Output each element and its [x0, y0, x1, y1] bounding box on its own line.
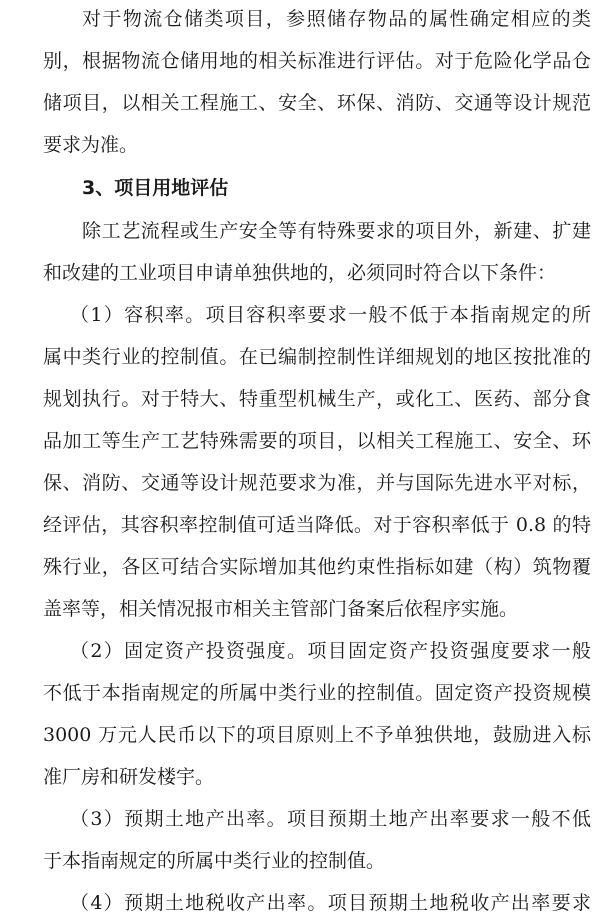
- paragraph-line: 和改建的工业项目申请单独供地的，必须同时符合以下条件：: [43, 262, 557, 284]
- list-item-line: 规划执行。对于特大、特重型机械生产，或化工、医药、部分食: [43, 388, 591, 410]
- paragraph-line: 储项目，以相关工程施工、安全、环保、消防、交通等设计规范: [43, 92, 591, 114]
- list-item-line: 准厂房和研发楼宇。: [43, 766, 215, 788]
- paragraph-line: 对于物流仓储类项目，参照储存物品的属性确定相应的类: [82, 8, 591, 30]
- section-heading: 3、项目用地评估: [82, 177, 229, 199]
- list-item-line: （2）固定资产投资强度。项目固定资产投资强度要求一般: [70, 640, 591, 662]
- paragraph-line: 要求为准。: [43, 134, 139, 156]
- list-item-line: 品加工等生产工艺特殊需要的项目，以相关工程施工、安全、环: [43, 430, 591, 452]
- list-item-line: 保、消防、交通等设计规范要求为准，并与国际先进水平对标，: [43, 472, 591, 494]
- list-item-line: 盖率等，相关情况报市相关主管部门备案后依程序实施。: [43, 598, 519, 620]
- list-item-line: 殊行业，各区可结合实际增加其他约束性指标如建（构）筑物覆: [43, 556, 591, 578]
- paragraph-line: 除工艺流程或生产安全等有特殊要求的项目外，新建、扩建: [82, 220, 591, 242]
- list-item-line: 不低于本指南规定的所属中类行业的控制值。固定资产投资规模: [43, 682, 591, 704]
- list-item-line: （3）预期土地产出率。项目预期土地产出率要求一般不低: [70, 808, 591, 830]
- paragraph-line: 别，根据物流仓储用地的相关标准进行评估。对于危险化学品仓: [43, 50, 591, 72]
- list-item-line: （1）容积率。项目容积率要求一般不低于本指南规定的所: [70, 304, 591, 326]
- list-item-line: （4）预期土地税收产出率。项目预期土地税收产出率要求: [70, 892, 591, 914]
- list-item-line: 3000 万元人民币以下的项目原则上不予单独供地，鼓励进入标: [43, 724, 591, 746]
- list-item-line: 经评估，其容积率控制值可适当降低。对于容积率低于 0.8 的特: [43, 514, 591, 536]
- list-item-line: 于本指南规定的所属中类行业的控制值。: [43, 850, 386, 872]
- list-item-line: 属中类行业的控制值。在已编制控制性详细规划的地区按批准的: [43, 346, 591, 368]
